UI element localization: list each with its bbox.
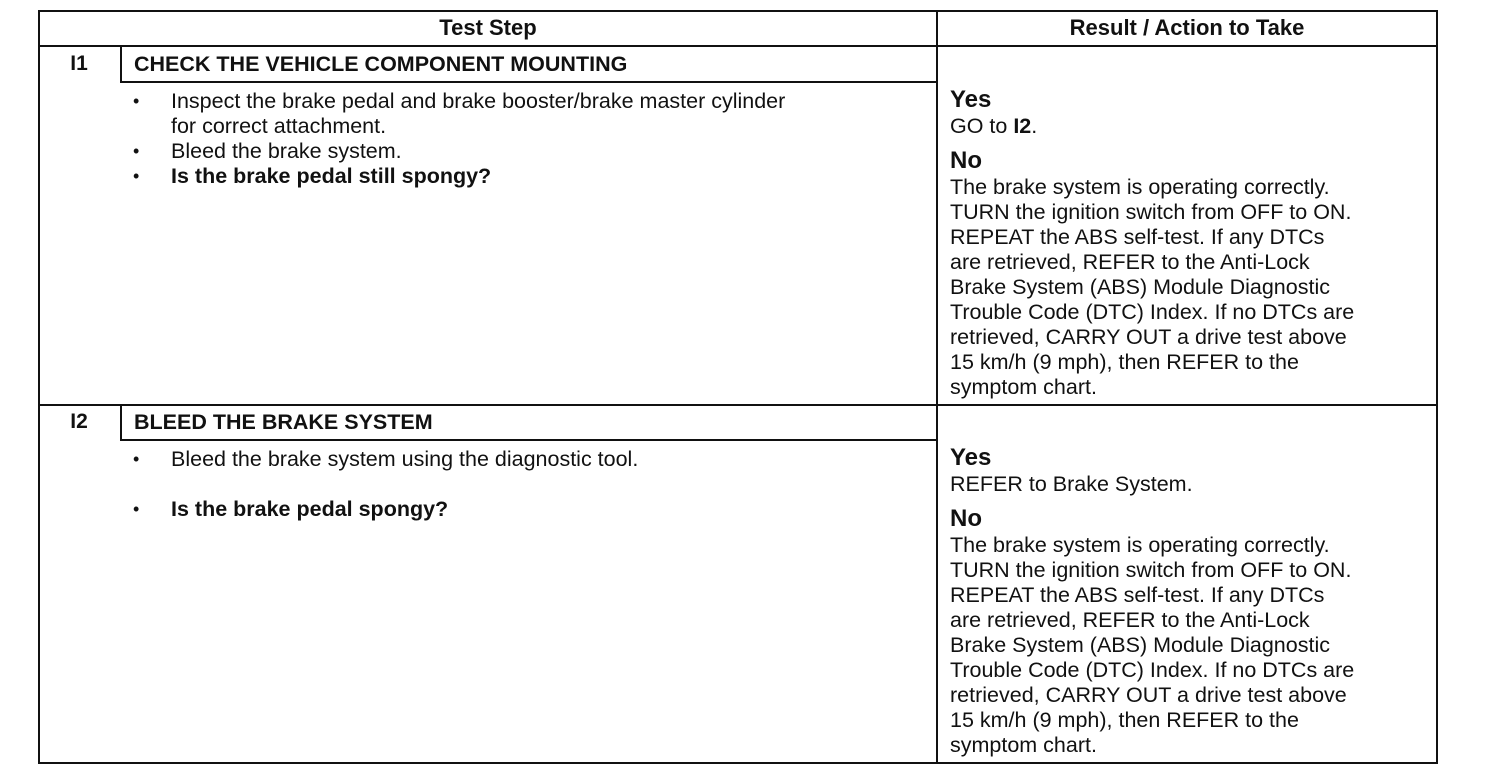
yes-action bbox=[950, 114, 1037, 139]
yes-label: Yes bbox=[950, 86, 992, 113]
step-question: Is the brake pedal spongy? bbox=[171, 497, 449, 521]
step-instruction: Inspect the brake pedal and brake booster/brake master cylinder bbox=[171, 89, 786, 113]
step-title: BLEED THE BRAKE SYSTEM bbox=[134, 410, 433, 434]
no-action-line: are retrieved, REFER to the Anti-Lock bbox=[950, 608, 1310, 632]
no-action-line: TURN the ignition switch from OFF to ON. bbox=[950, 200, 1352, 224]
yes-action-end: . bbox=[1031, 114, 1038, 138]
step-id: I2 bbox=[70, 410, 88, 433]
bullet-icon: • bbox=[133, 141, 140, 161]
no-label: No bbox=[950, 147, 982, 174]
bullet-icon: • bbox=[133, 499, 140, 519]
no-action-line: are retrieved, REFER to the Anti-Lock bbox=[950, 250, 1310, 274]
yes-label: Yes bbox=[950, 444, 992, 471]
step-instruction-cont: for correct attachment. bbox=[171, 114, 387, 138]
step-i2-title-divider bbox=[120, 439, 938, 441]
yes-action: REFER to Brake System. bbox=[950, 472, 1193, 496]
bullet-icon: • bbox=[133, 166, 140, 186]
no-action-line: 15 km/h (9 mph), then REFER to the bbox=[950, 350, 1299, 374]
step-title: CHECK THE VEHICLE COMPONENT MOUNTING bbox=[134, 52, 628, 76]
no-action-line: REPEAT the ABS self-test. If any DTCs bbox=[950, 225, 1325, 249]
no-action-line: retrieved, CARRY OUT a drive test above bbox=[950, 683, 1347, 707]
step-question: Is the brake pedal still spongy? bbox=[171, 164, 492, 188]
step-id: I1 bbox=[70, 52, 88, 75]
no-action-line: Trouble Code (DTC) Index. If no DTCs are bbox=[950, 300, 1355, 324]
step-i2-id-divider bbox=[120, 404, 122, 441]
column-divider bbox=[936, 10, 938, 764]
header-result-action: Result / Action to Take bbox=[1069, 15, 1305, 40]
no-action-line: Brake System (ABS) Module Diagnostic bbox=[950, 275, 1330, 299]
no-action-line: symptom chart. bbox=[950, 733, 1097, 757]
step-i1-title-divider bbox=[120, 81, 938, 83]
bullet-icon: • bbox=[133, 91, 140, 111]
no-action-line: symptom chart. bbox=[950, 375, 1097, 399]
yes-action-text: GO to bbox=[950, 114, 1014, 138]
bullet-icon: • bbox=[133, 449, 140, 469]
no-action-line: 15 km/h (9 mph), then REFER to the bbox=[950, 708, 1299, 732]
no-action-line: retrieved, CARRY OUT a drive test above bbox=[950, 325, 1347, 349]
no-action-line: The brake system is operating correctly. bbox=[950, 175, 1330, 199]
no-action-line: REPEAT the ABS self-test. If any DTCs bbox=[950, 583, 1325, 607]
no-action-line: TURN the ignition switch from OFF to ON. bbox=[950, 558, 1352, 582]
step-instruction: Bleed the brake system. bbox=[171, 139, 402, 163]
no-action-line: Brake System (ABS) Module Diagnostic bbox=[950, 633, 1330, 657]
step-instruction: Bleed the brake system using the diagnostic tool. bbox=[171, 447, 639, 471]
step-i1-id-divider bbox=[120, 45, 122, 83]
no-label: No bbox=[950, 505, 982, 532]
no-action-line: Trouble Code (DTC) Index. If no DTCs are bbox=[950, 658, 1355, 682]
header-test-step: Test Step bbox=[439, 15, 537, 40]
no-action-line: The brake system is operating correctly. bbox=[950, 533, 1330, 557]
step-reference: I2 bbox=[1013, 114, 1032, 138]
